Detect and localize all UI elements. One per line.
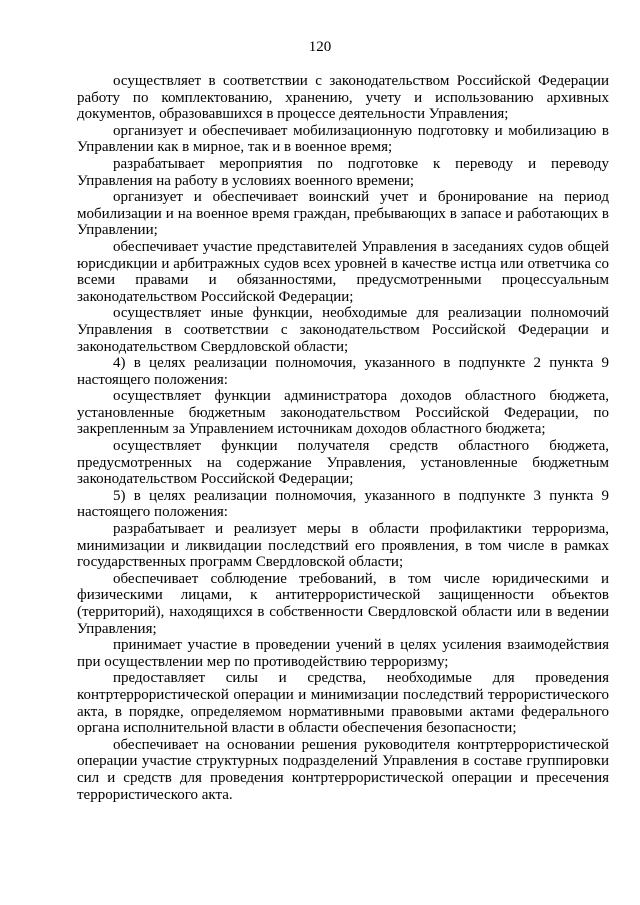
- paragraph-wartime-transition: разрабатывает мероприятия по подготовке к переводу и переводу Управления на работу в условиях военного времени;: [77, 155, 609, 189]
- paragraph-military-registration: организует и обеспечивает воинский учет и бронирование на период мобилизации и на военное время граждан, пребывающих в запасе и работающих в Управлении;: [77, 189, 609, 239]
- paragraph-archives: осуществляет в соответствии с законодательством Российской Федерации работу по комплектованию, хранению, учету и использованию архивных документов, образовавшихся в процессе деятельности Управления;: [77, 73, 609, 123]
- paragraph-forces-provision: предоставляет силы и средства, необходимые для проведения контртеррористической операции и минимизации последствий террористического акта, в порядке, определяемом нормативными правовыми актами федерального органа исполнительной власти в области обеспечения безопасности;: [77, 670, 609, 737]
- page-number: 120: [308, 39, 332, 55]
- paragraph-other-functions: осуществляет иные функции, необходимые для реализации полномочий Управления в соответствии с законодательством Российской Федерации и законодательством Свердловской области;: [77, 305, 609, 355]
- paragraph-revenue-administrator: осуществляет функции администратора доходов областного бюджета, установленные бюджетным законодательством Российской Федерации, по закрепленным за Управлением источникам доходов областного бюджета;: [77, 388, 609, 438]
- paragraph-antiterror-protection: обеспечивает соблюдение требований, в том числе юридическими и физическими лицами, к антитеррористической защищенности объектов (территорий), находящихся в собственности Свердловской области или в ведении Управления;: [77, 570, 609, 637]
- document-body: [77, 73, 609, 803]
- paragraph-budget-recipient: осуществляет функции получателя средств областного бюджета, предусмотренных на содержание Управления, установленные бюджетным законодательством Российской Федерации;: [77, 438, 609, 488]
- paragraph-court-representation: обеспечивает участие представителей Управления в заседаниях судов общей юрисдикции и арбитражных судов всех уровней в качестве истца или ответчика со всеми правами и обязанностями, предусмотренными процессуальным законодательством Российской Федерации;: [77, 238, 609, 305]
- paragraph-exercises: принимает участие в проведении учений в целях усиления взаимодействия при осуществлении мер по противодействию терроризму;: [77, 637, 609, 670]
- paragraph-terrorism-prevention: разрабатывает и реализует меры в области профилактики терроризма, минимизации и ликвидации последствий его проявления, в том числе в рамках государственных программ Свердловской области;: [77, 521, 609, 571]
- paragraph-mobilization-training: организует и обеспечивает мобилизационную подготовку и мобилизацию в Управлении как в мирное, так и в военное время;: [77, 122, 609, 156]
- paragraph-subclause-4: 4) в целях реализации полномочия, указанного в подпункте 2 пункта 9 настоящего положения:: [77, 355, 609, 388]
- paragraph-subclause-5: 5) в целях реализации полномочия, указанного в подпункте 3 пункта 9 настоящего положения:: [77, 487, 609, 521]
- paragraph-counterterror-participation: обеспечивает на основании решения руководителя контртеррористической операции участие структурных подразделений Управления в составе группировки сил и средств для проведения контртеррористической операции и пресечения террористического акта.: [77, 736, 609, 803]
